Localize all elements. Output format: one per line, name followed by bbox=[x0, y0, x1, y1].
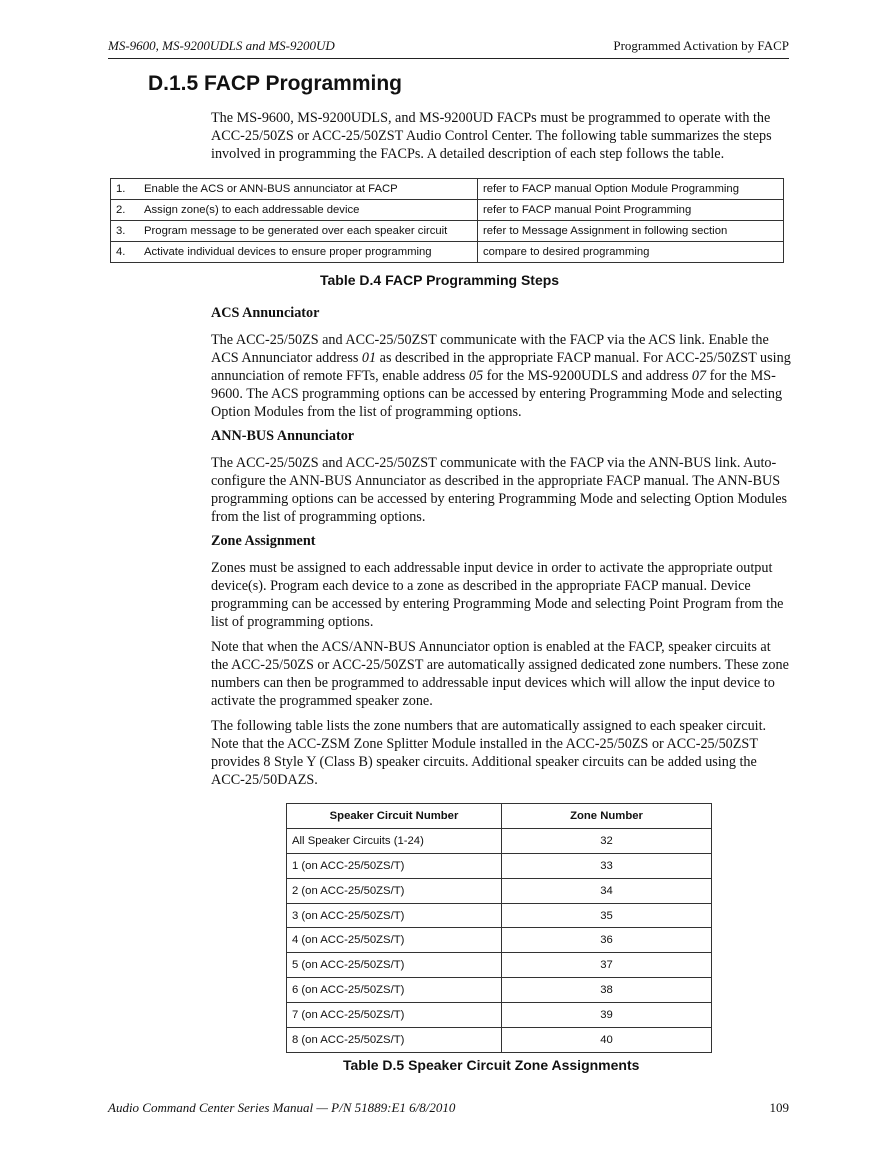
step-description: Assign zone(s) to each addressable device bbox=[139, 200, 478, 221]
table-row bbox=[287, 903, 712, 928]
speaker-circuit-cell: 3 (on ACC-25/50ZS/T) bbox=[287, 903, 502, 928]
step-number: 3. bbox=[111, 221, 140, 242]
footer-manual-title: Audio Command Center Series Manual — P/N 51889:E1 6/8/2010 bbox=[108, 1100, 456, 1115]
acs-annunciator-paragraph bbox=[211, 331, 791, 421]
speaker-circuit-cell: 6 (on ACC-25/50ZS/T) bbox=[287, 978, 502, 1003]
table-row bbox=[287, 953, 712, 978]
table-row bbox=[287, 853, 712, 878]
header-chapter-title: Programmed Activation by FACP bbox=[613, 38, 789, 53]
zone-number-cell: 38 bbox=[502, 978, 712, 1003]
facp-programming-steps-table bbox=[110, 178, 784, 263]
table-row bbox=[111, 200, 784, 221]
step-reference: refer to Message Assignment in following section bbox=[478, 221, 784, 242]
header-document-title: MS-9600, MS-9200UDLS and MS-9200UD bbox=[108, 38, 335, 53]
step-reference: compare to desired programming bbox=[478, 242, 784, 263]
acs-address-07: 07 bbox=[691, 368, 707, 384]
table-row bbox=[111, 221, 784, 242]
step-number: 2. bbox=[111, 200, 140, 221]
speaker-circuit-cell: 5 (on ACC-25/50ZS/T) bbox=[287, 953, 502, 978]
table-row bbox=[111, 179, 784, 200]
acs-annunciator-heading: ACS Annunciator bbox=[211, 305, 320, 321]
step-reference: refer to FACP manual Option Module Programming bbox=[478, 179, 784, 200]
zone-assignment-paragraph-2: Note that when the ACS/ANN-BUS Annunciator option is enabled at the FACP, speaker circuits at the ACC-25/50ZS or ACC-25/50ZST are automatically assigned dedicated zone numbers. These zone numbers can then be programmed to addressable input devices which will allow the input device to activate the programmed speaker zone. bbox=[211, 639, 789, 709]
speaker-circuit-cell: All Speaker Circuits (1-24) bbox=[287, 828, 502, 853]
acs-text-2: as described in the appropriate FACP manual. For ACC-25/50ZST using annunciation of remote FFTs, enable address bbox=[211, 350, 791, 384]
acs-address-05: 05 bbox=[468, 368, 484, 384]
table-row bbox=[287, 978, 712, 1003]
ann-bus-annunciator-heading: ANN-BUS Annunciator bbox=[211, 428, 355, 444]
step-reference: refer to FACP manual Point Programming bbox=[478, 200, 784, 221]
table-row bbox=[287, 928, 712, 953]
step-description: Enable the ACS or ANN-BUS annunciator at FACP bbox=[139, 179, 478, 200]
step-description: Activate individual devices to ensure proper programming bbox=[139, 242, 478, 263]
page-header bbox=[108, 36, 789, 59]
section-title: D.1.5 FACP Programming bbox=[148, 72, 403, 95]
zone-number-cell: 39 bbox=[502, 1003, 712, 1028]
speaker-circuit-cell: 1 (on ACC-25/50ZS/T) bbox=[287, 853, 502, 878]
step-description: Program message to be generated over each speaker circuit bbox=[139, 221, 478, 242]
table-d5-caption: Table D.5 Speaker Circuit Zone Assignments bbox=[343, 1057, 640, 1073]
zone-number-cell: 37 bbox=[502, 953, 712, 978]
zone-number-cell: 34 bbox=[502, 878, 712, 903]
step-number: 4. bbox=[111, 242, 140, 263]
speaker-circuit-cell: 7 (on ACC-25/50ZS/T) bbox=[287, 1003, 502, 1028]
zone-number-cell: 32 bbox=[502, 828, 712, 853]
acs-text-4: for the MS-9600. The ACS programming options can be accessed by entering Programming Mode and selecting Option Modules from the list of programming options. bbox=[211, 368, 783, 420]
zone-assignment-heading: Zone Assignment bbox=[211, 533, 316, 549]
column-header-zone-number: Zone Number bbox=[502, 804, 712, 829]
ann-bus-annunciator-paragraph: The ACC-25/50ZS and ACC-25/50ZST communicate with the FACP via the ANN-BUS link. Auto-configure the ANN-BUS Annunciator as described in the appropriate FACP manual. The ANN-BUS programming options can be accessed by entering Programming Mode and selecting Option Modules from the list of programming options. bbox=[211, 455, 788, 525]
column-header-speaker-circuit: Speaker Circuit Number bbox=[287, 804, 502, 829]
zone-assignment-paragraph-3: The following table lists the zone numbers that are automatically assigned to each speaker circuit. Note that the ACC-ZSM Zone Splitter Module installed in the ACC-25/50ZS or ACC-25/50ZST provides 8 Style Y (Class B) speaker circuits. Additional speaker circuits can be added using the ACC-25/50DAZS. bbox=[211, 718, 767, 788]
speaker-circuit-cell: 8 (on ACC-25/50ZS/T) bbox=[287, 1028, 502, 1053]
page-number: 109 bbox=[769, 1100, 789, 1115]
acs-address-01: 01 bbox=[361, 350, 377, 366]
acs-text-1: The ACC-25/50ZS and ACC-25/50ZST communicate with the FACP via the ACS link. Enable the ACS Annunciator address bbox=[211, 332, 769, 366]
step-number: 1. bbox=[111, 179, 140, 200]
table-d4-caption: Table D.4 FACP Programming Steps bbox=[320, 272, 560, 288]
zone-number-cell: 40 bbox=[502, 1028, 712, 1053]
table-row bbox=[287, 1028, 712, 1053]
zone-number-cell: 33 bbox=[502, 853, 712, 878]
intro-paragraph: The MS-9600, MS-9200UDLS, and MS-9200UD FACPs must be programmed to operate with the ACC-25/50ZS or ACC-25/50ZST Audio Control Center. The following table summarizes the steps involved in programming the FACPs. A detailed description of each step follows the table. bbox=[211, 110, 772, 162]
speaker-circuit-cell: 2 (on ACC-25/50ZS/T) bbox=[287, 878, 502, 903]
table-header-row bbox=[287, 804, 712, 829]
acs-text-3: for the MS-9200UDLS and address bbox=[483, 368, 692, 384]
table-row bbox=[111, 242, 784, 263]
zone-number-cell: 36 bbox=[502, 928, 712, 953]
table-row bbox=[287, 828, 712, 853]
speaker-circuit-cell: 4 (on ACC-25/50ZS/T) bbox=[287, 928, 502, 953]
zone-number-cell: 35 bbox=[502, 903, 712, 928]
zone-assignment-paragraph-1: Zones must be assigned to each addressable input device in order to activate the appropriate output device(s). Program each device to a zone as described in the appropriate FACP manual. Device programming can be accessed by entering Programming Mode and selecting Point Program from the list of programming options. bbox=[211, 560, 784, 630]
table-row bbox=[287, 1003, 712, 1028]
table-row bbox=[287, 878, 712, 903]
speaker-circuit-zone-table bbox=[286, 803, 712, 1053]
